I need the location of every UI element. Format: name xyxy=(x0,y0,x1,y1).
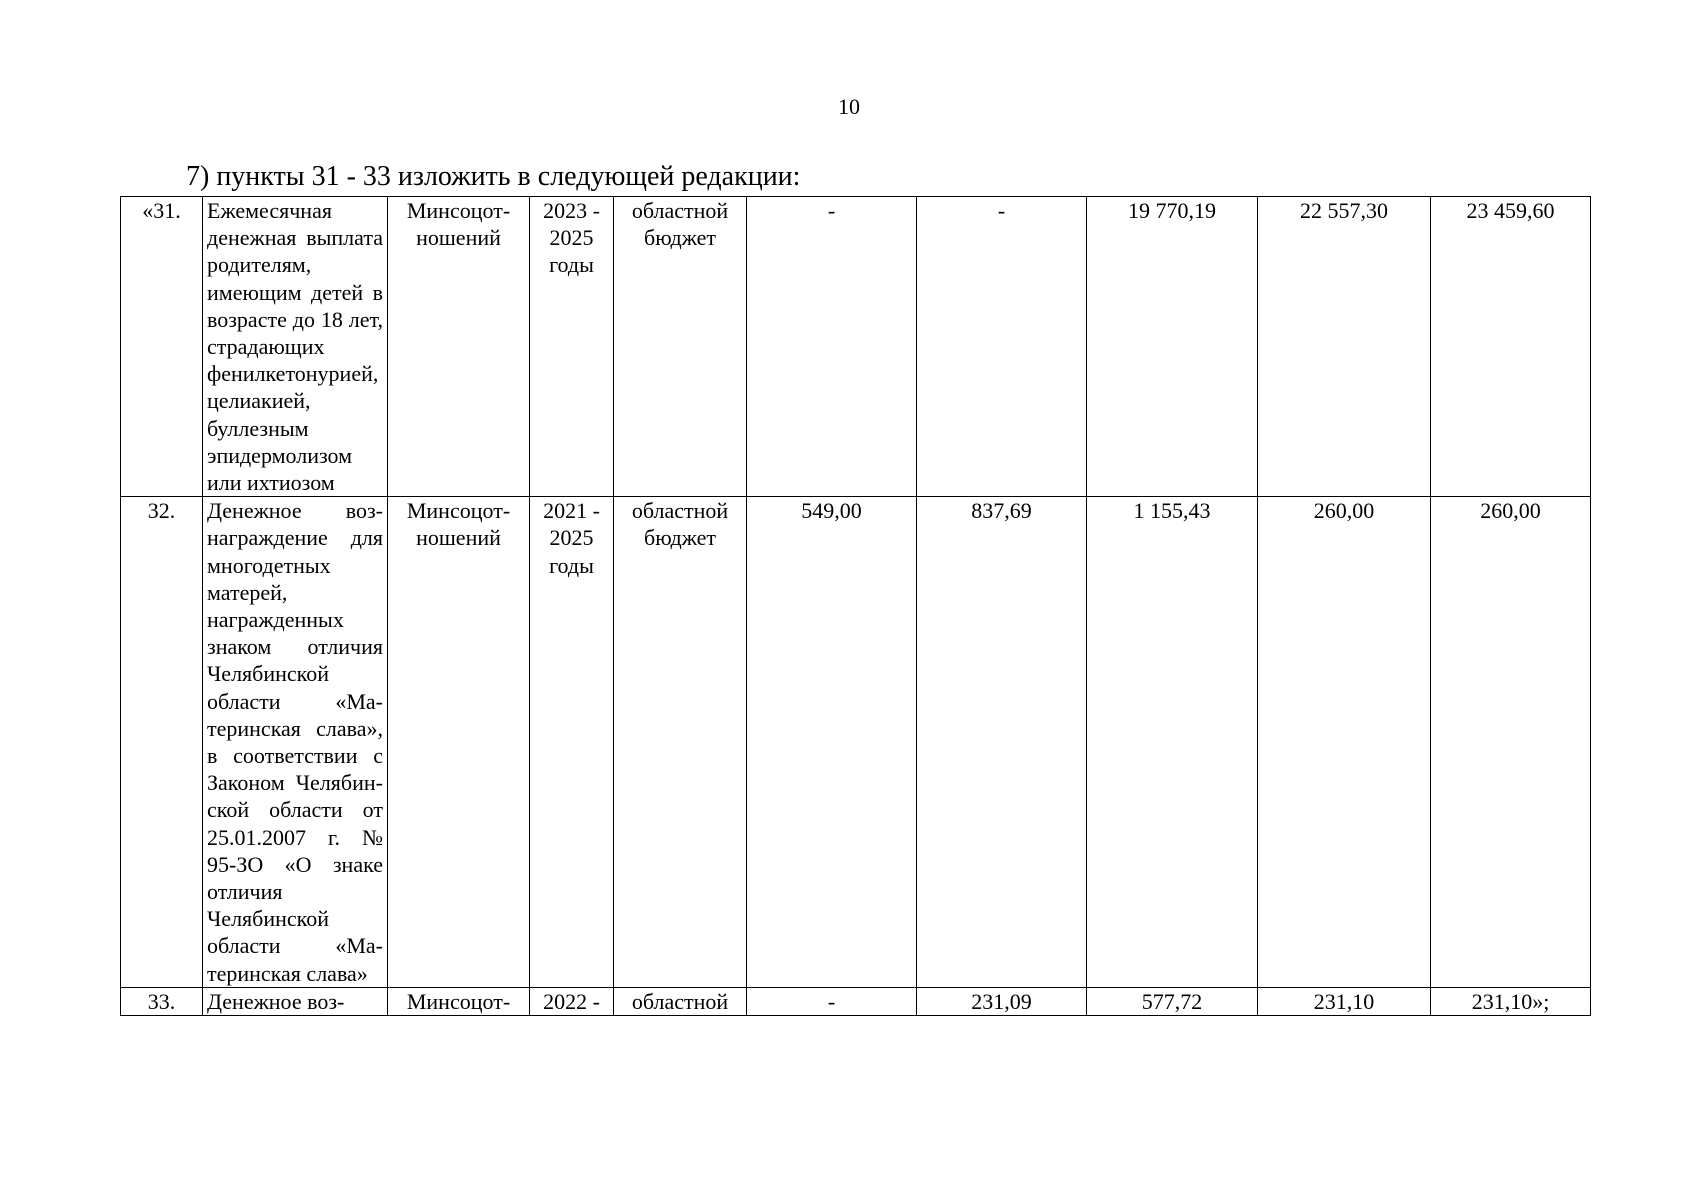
amount-1: - xyxy=(747,987,917,1015)
amount-4: 22 557,30 xyxy=(1258,197,1431,497)
executor: Минсоцотношений xyxy=(388,197,530,497)
amount-4: 260,00 xyxy=(1258,497,1431,988)
table-row xyxy=(121,197,1591,497)
amount-5: 231,10»; xyxy=(1431,987,1591,1015)
amount-3: 19 770,19 xyxy=(1087,197,1258,497)
budget-table xyxy=(120,196,1591,1016)
row-number: 32. xyxy=(121,497,203,988)
amount-1: - xyxy=(747,197,917,497)
amount-2: - xyxy=(917,197,1087,497)
table-row xyxy=(121,987,1591,1015)
amount-2: 837,69 xyxy=(917,497,1087,988)
activity-name: Денежное воз- xyxy=(203,987,388,1015)
period: 2021 - 2025 годы xyxy=(530,497,614,988)
amount-5: 23 459,60 xyxy=(1431,197,1591,497)
amount-3: 577,72 xyxy=(1087,987,1258,1015)
amount-4: 231,10 xyxy=(1258,987,1431,1015)
period: 2022 - xyxy=(530,987,614,1015)
period: 2023 - 2025 годы xyxy=(530,197,614,497)
funding-source: областной бюджет xyxy=(614,497,747,988)
row-number: 33. xyxy=(121,987,203,1015)
row-number: «31. xyxy=(121,197,203,497)
executor: Минсоцотношений xyxy=(388,497,530,988)
amount-2: 231,09 xyxy=(917,987,1087,1015)
section-intro: 7) пункты 31 - 33 изложить в следующей редакции: xyxy=(186,161,801,192)
amount-1: 549,00 xyxy=(747,497,917,988)
funding-source: областной xyxy=(614,987,747,1015)
amount-5: 260,00 xyxy=(1431,497,1591,988)
activity-name: Ежемесячная денежная выплата родителям, имеющим детей в возрасте до 18 лет, страдающих фенилкетонурией, целиакией, буллезным эпидермолизом или ихтиозом xyxy=(203,197,388,497)
executor: Минсоцот- xyxy=(388,987,530,1015)
funding-source: областной бюджет xyxy=(614,197,747,497)
page-number: 10 xyxy=(838,94,860,119)
table-row xyxy=(121,497,1591,988)
amount-3: 1 155,43 xyxy=(1087,497,1258,988)
activity-name: Денежное вознаграждение для многодетных матерей, награжденных знаком отличия Челябинской области «Материнская слава», в соответствии с Законом Челябинской области от 25.01.2007 г. № 95-ЗО «О знаке отличия Челябинской области «Материнская слава» xyxy=(203,497,388,988)
